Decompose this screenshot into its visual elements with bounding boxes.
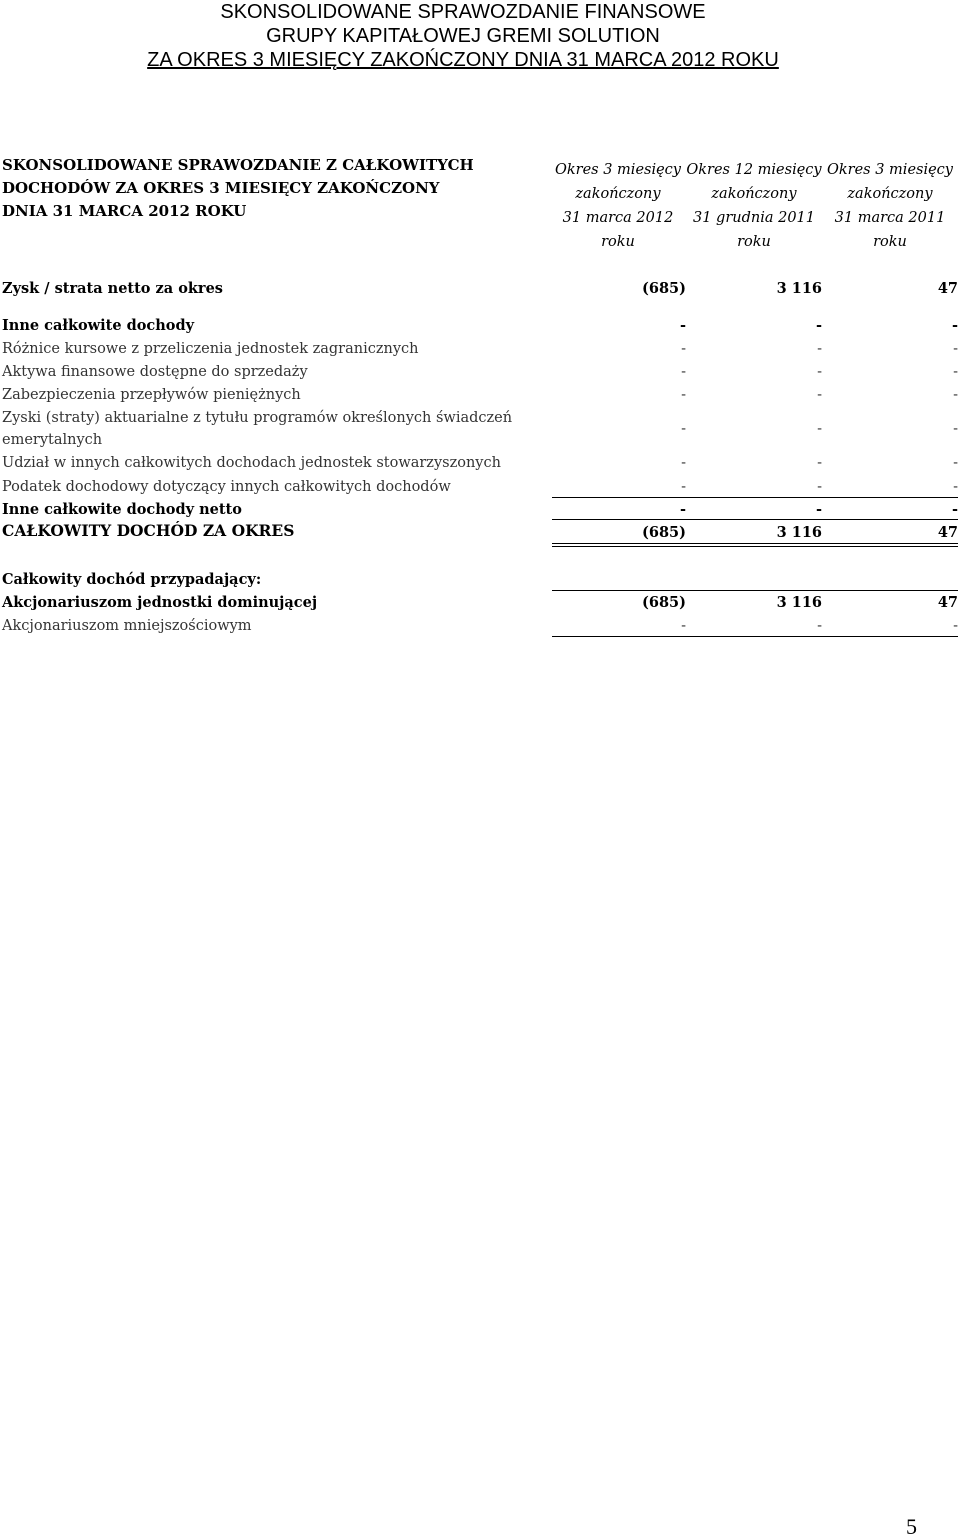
column-header-q1-2012 [543, 158, 693, 254]
section-rule [552, 590, 958, 591]
value-q1-2011: - [953, 479, 958, 495]
column-header-line: Okres 12 miesięcy [686, 162, 822, 178]
row-label: Akcjonariuszom jednostki dominującej [2, 594, 318, 611]
table-row-associates-share [2, 452, 958, 474]
value-q1-2011: 47 [937, 280, 958, 297]
statement-title [2, 154, 542, 223]
value-q1-2012: - [681, 421, 686, 437]
row-label: Aktywa finansowe dostępne do sprzedaży [2, 364, 308, 380]
statement-title-line-2: DOCHODÓW ZA OKRES 3 MIESIĘCY ZAKOŃCZONY [2, 179, 440, 197]
value-fy-2011: - [815, 317, 822, 334]
header-line-2: GRUPY KAPITAŁOWEJ GREMI SOLUTION [266, 25, 660, 47]
table-row-net-profit [2, 278, 958, 300]
header-line-1: SKONSOLIDOWANE SPRAWOZDANIE FINANSOWE [220, 1, 706, 23]
value-q1-2011: - [951, 317, 958, 334]
column-header-line: 31 grudnia 2011 [692, 210, 816, 226]
column-header-line: roku [737, 234, 771, 250]
value-q1-2012: - [679, 501, 686, 518]
row-label: Udział w innych całkowitych dochodach jednostek stowarzyszonych [2, 455, 501, 471]
value-fy-2011: - [817, 364, 822, 380]
row-label: Akcjonariuszom mniejszościowym [2, 618, 252, 634]
row-label: Inne całkowite dochody netto [2, 501, 242, 518]
value-fy-2011: - [815, 501, 822, 518]
column-header-line: 31 marca 2012 [562, 210, 674, 226]
statement-title-line-3: DNIA 31 MARCA 2012 ROKU [2, 202, 247, 220]
total-double-rule-top [552, 543, 958, 544]
total-double-rule-bottom [552, 546, 958, 547]
value-q1-2012: - [681, 455, 686, 471]
column-header-line: Okres 3 miesięcy [826, 162, 953, 178]
value-q1-2011: 47 [937, 524, 958, 541]
table-row-actuarial-gains [2, 407, 958, 451]
value-q1-2012: - [681, 479, 686, 495]
table-row-minority-shareholders [2, 615, 958, 637]
value-q1-2012: - [681, 364, 686, 380]
value-q1-2011: - [951, 501, 958, 518]
closing-rule [552, 636, 958, 637]
value-fy-2011: - [817, 618, 822, 634]
value-q1-2011: - [953, 341, 958, 357]
value-q1-2012: (685) [642, 524, 686, 541]
row-label: Inne całkowite dochody [2, 317, 195, 334]
column-header-line: zakończony [575, 186, 661, 202]
table-row-cash-flow-hedges [2, 384, 958, 406]
subtotal-rule [552, 497, 958, 498]
value-q1-2011: - [953, 364, 958, 380]
value-q1-2012: - [681, 341, 686, 357]
value-fy-2011: 3 116 [776, 524, 822, 541]
document-header [0, 0, 926, 72]
value-q1-2012: - [679, 317, 686, 334]
table-row-income-tax [2, 476, 958, 498]
value-q1-2011: - [953, 455, 958, 471]
value-q1-2012: (685) [642, 594, 686, 611]
value-fy-2011: - [817, 421, 822, 437]
column-header-fy-2011 [679, 158, 829, 254]
column-header-line: Okres 3 miesięcy [554, 162, 681, 178]
table-row-other-comprehensive-income [2, 315, 958, 337]
table-row-attributable-heading [2, 569, 958, 591]
value-q1-2011: - [953, 387, 958, 403]
header-line-3: ZA OKRES 3 MIESIĘCY ZAKOŃCZONY DNIA 31 MARCA 2012 ROKU [147, 49, 779, 71]
row-label: Zabezpieczenia przepływów pieniężnych [2, 387, 301, 403]
table-row-total-comprehensive-income [2, 520, 958, 542]
row-label: Różnice kursowe z przeliczenia jednostek zagranicznych [2, 341, 419, 357]
row-label: CAŁKOWITY DOCHÓD ZA OKRES [2, 521, 295, 540]
row-label-continued: emerytalnych [2, 432, 103, 448]
row-label: Zyski (straty) aktuarialne z tytułu programów określonych świadczeń [2, 410, 513, 426]
page-number: 5 [906, 1514, 917, 1539]
statement-title-line-1: SKONSOLIDOWANE SPRAWOZDANIE Z CAŁKOWITYCH [2, 156, 474, 174]
value-fy-2011: 3 116 [776, 594, 822, 611]
column-header-line: zakończony [847, 186, 933, 202]
row-label: Podatek dochodowy dotyczący innych całkowitych dochodów [2, 479, 451, 495]
column-header-line: zakończony [711, 186, 797, 202]
value-fy-2011: 3 116 [776, 280, 822, 297]
row-label: Zysk / strata netto za okres [2, 280, 223, 297]
value-fy-2011: - [817, 479, 822, 495]
value-fy-2011: - [817, 455, 822, 471]
value-q1-2012: - [681, 618, 686, 634]
value-q1-2011: 47 [937, 594, 958, 611]
value-fy-2011: - [817, 387, 822, 403]
column-header-line: 31 marca 2011 [834, 210, 946, 226]
value-fy-2011: - [817, 341, 822, 357]
value-q1-2012: - [681, 387, 686, 403]
value-q1-2011: - [953, 421, 958, 437]
table-row-fx-differences [2, 338, 958, 360]
value-q1-2012: (685) [642, 280, 686, 297]
value-q1-2011: - [953, 618, 958, 634]
table-row-parent-shareholders [2, 592, 958, 614]
table-row-available-for-sale-assets [2, 361, 958, 383]
column-header-q1-2011 [815, 158, 960, 254]
table-row-other-comprehensive-income-net [2, 499, 958, 521]
row-label: Całkowity dochód przypadający: [2, 571, 262, 588]
column-header-line: roku [873, 234, 907, 250]
column-header-line: roku [601, 234, 635, 250]
